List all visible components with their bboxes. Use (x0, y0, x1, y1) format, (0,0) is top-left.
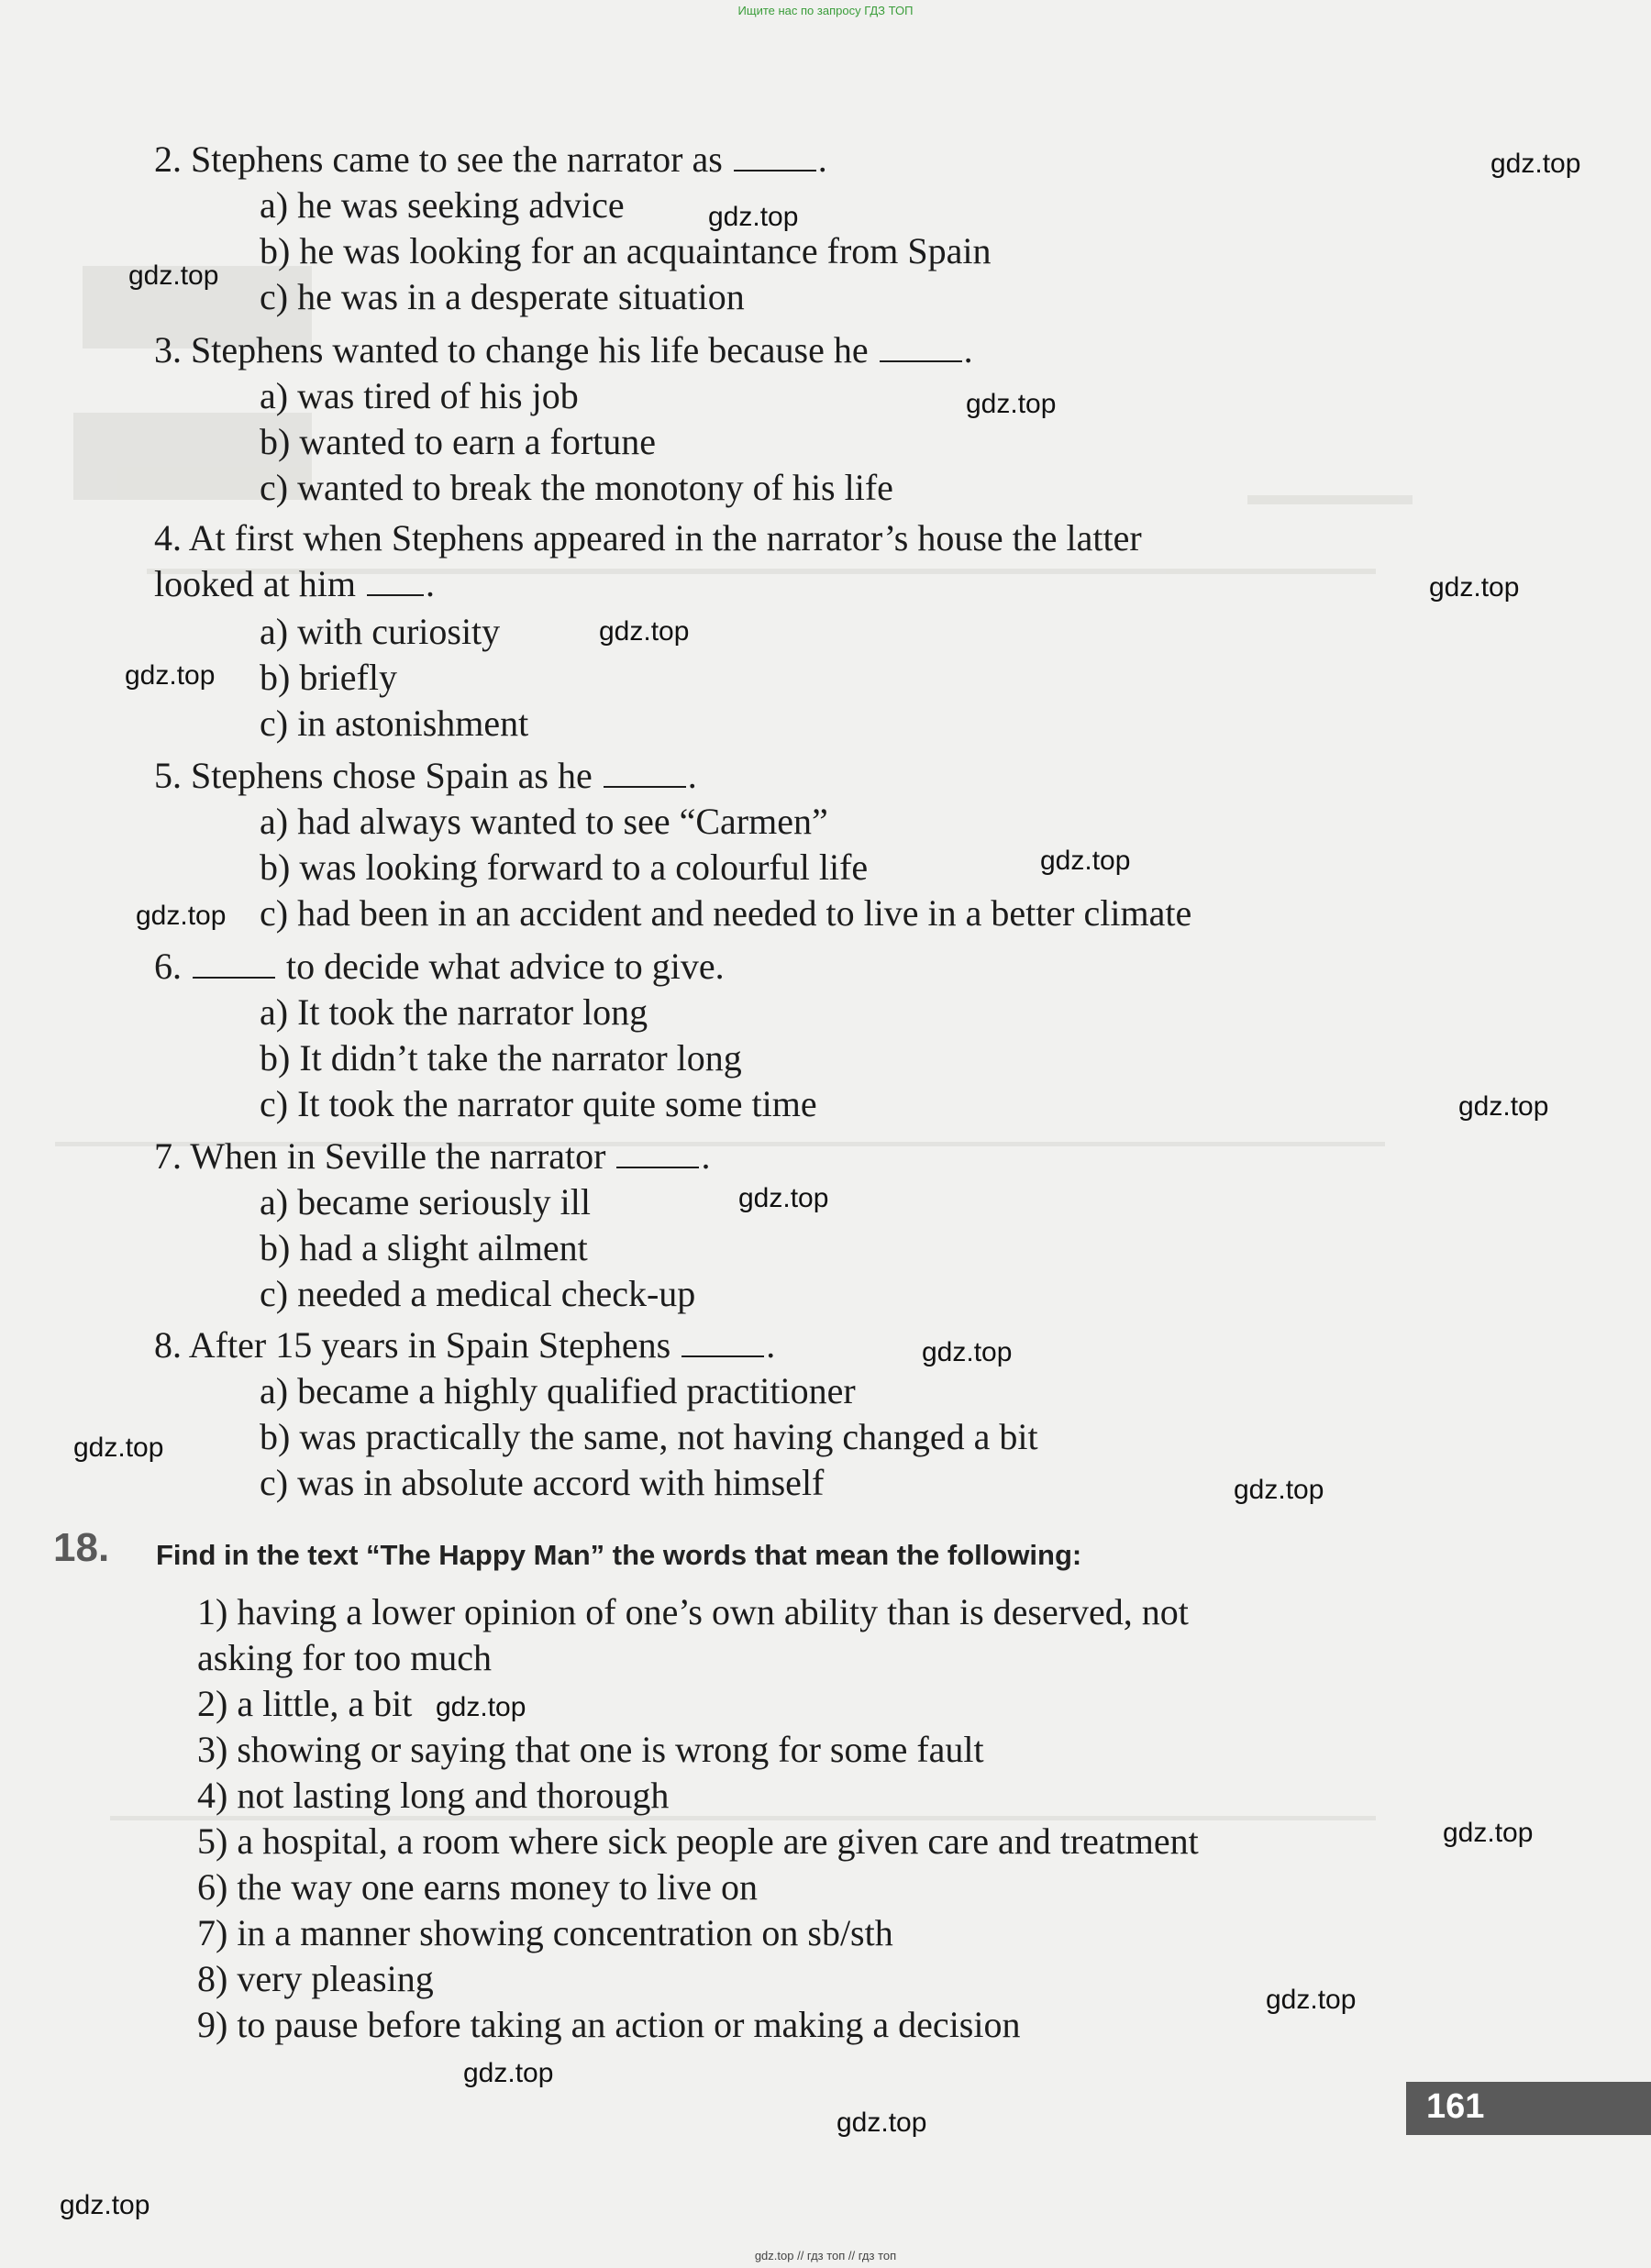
question-text: After 15 years in Spain Stephens (188, 1324, 671, 1366)
watermark: gdz.top (1040, 846, 1131, 876)
definition-5: 5) a hospital, a room where sick people are given care and treatment (197, 1820, 1199, 1862)
option-8b: b) was practically the same, not having changed a bit (260, 1416, 1038, 1457)
watermark: gdz.top (463, 2058, 554, 2088)
option-6c: c) It took the narrator quite some time (260, 1083, 817, 1124)
question-number: 3. (154, 329, 182, 371)
question-end: . (963, 329, 973, 371)
watermark: gdz.top (599, 616, 690, 647)
watermark: gdz.top (922, 1337, 1013, 1367)
option-2b: b) he was looking for an acquaintance from Spain (260, 230, 992, 271)
answer-blank (880, 333, 962, 362)
definition-1: 1) having a lower opinion of one’s own ability than is deserved, not (197, 1591, 1189, 1632)
watermark: gdz.top (837, 2108, 927, 2138)
watermark: gdz.top (1266, 1985, 1357, 2015)
question-text: At first when Stephens appeared in the narrator’s house the latter (188, 517, 1142, 559)
answer-blank (193, 949, 275, 979)
option-3c: c) wanted to break the monotony of his life (260, 467, 893, 508)
watermark: gdz.top (1490, 149, 1581, 179)
option-8c: c) was in absolute accord with himself (260, 1462, 825, 1503)
exercise-number: 18. (53, 1525, 110, 1570)
answer-blank (616, 1139, 699, 1168)
option-2c: c) he was in a desperate situation (260, 276, 745, 317)
question-2 (154, 138, 827, 181)
exercise-instruction: Find in the text “The Happy Man” the words that mean the following: (156, 1539, 1082, 1571)
option-7b: b) had a slight ailment (260, 1227, 588, 1268)
watermark: gdz.top (1458, 1091, 1549, 1122)
answer-blank (681, 1328, 764, 1357)
question-3 (154, 328, 973, 371)
watermark: gdz.top (1234, 1475, 1324, 1505)
page-number: 161 (1426, 2087, 1485, 2126)
option-4c: c) in astonishment (260, 703, 529, 744)
answer-blank (604, 758, 686, 788)
definition-2: 2) a little, a bit (197, 1683, 413, 1724)
option-3a: a) was tired of his job (260, 375, 579, 416)
question-number: 2. (154, 138, 182, 180)
definition-9: 9) to pause before taking an action or making a decision (197, 2004, 1021, 2045)
top-banner: Ищите нас по запросу ГДЗ ТОП (737, 4, 914, 17)
watermark: gdz.top (738, 1183, 829, 1213)
answer-blank (734, 142, 816, 171)
definition-8: 8) very pleasing (197, 1958, 434, 1999)
option-8a: a) became a highly qualified practitioner (260, 1370, 856, 1411)
question-7 (154, 1134, 710, 1178)
watermark: gdz.top (436, 1692, 526, 1722)
answer-blank (367, 567, 424, 596)
watermark: gdz.top (1429, 572, 1520, 603)
question-number: 7. (154, 1135, 182, 1177)
question-end: . (425, 563, 435, 604)
definition-6: 6) the way one earns money to live on (197, 1866, 758, 1908)
question-text: Stephens chose Spain as he (191, 755, 593, 796)
question-4-line-2 (154, 562, 435, 605)
question-5 (154, 754, 697, 797)
watermark: gdz.top (73, 1433, 164, 1463)
bottom-banner: gdz.top // гдз топ // гдз топ (754, 2249, 897, 2262)
question-number: 8. (154, 1324, 182, 1366)
question-text: looked at him (154, 563, 356, 604)
watermark: gdz.top (136, 901, 227, 931)
option-7a: a) became seriously ill (260, 1181, 591, 1223)
option-2a: a) he was seeking advice (260, 184, 625, 226)
question-text: When in Seville the narrator (190, 1135, 606, 1177)
option-5c: c) had been in an accident and needed to live in a better climate (260, 892, 1192, 934)
watermark: gdz.top (966, 389, 1057, 419)
definition-1-cont: asking for too much (197, 1637, 493, 1678)
watermark: gdz.top (60, 2190, 150, 2220)
option-6b: b) It didn’t take the narrator long (260, 1037, 742, 1079)
option-4b: b) briefly (260, 657, 397, 698)
question-end: . (687, 755, 697, 796)
option-5b: b) was looking forward to a colourful life (260, 846, 869, 888)
question-text: to decide what advice to give. (286, 946, 725, 987)
question-number: 4. (154, 517, 182, 559)
question-number: 5. (154, 755, 182, 796)
question-text: Stephens came to see the narrator as (191, 138, 723, 180)
page-number-badge (1406, 2082, 1651, 2135)
option-3b: b) wanted to earn a fortune (260, 421, 657, 462)
watermark: gdz.top (1443, 1818, 1534, 1848)
question-4 (154, 516, 1142, 559)
watermark: gdz.top (708, 202, 799, 232)
question-number: 6. (154, 946, 182, 987)
question-6 (154, 945, 725, 988)
question-end: . (766, 1324, 776, 1366)
question-end: . (701, 1135, 711, 1177)
watermark: gdz.top (125, 660, 216, 691)
definition-4: 4) not lasting long and thorough (197, 1775, 670, 1816)
question-text: Stephens wanted to change his life because he (191, 329, 869, 371)
option-6a: a) It took the narrator long (260, 991, 648, 1033)
option-5a: a) had always wanted to see “Carmen” (260, 801, 828, 842)
watermark: gdz.top (128, 260, 219, 291)
option-4a: a) with curiosity (260, 611, 501, 652)
option-7c: c) needed a medical check-up (260, 1273, 696, 1314)
definition-7: 7) in a manner showing concentration on sb/sth (197, 1912, 893, 1953)
question-end: . (817, 138, 827, 180)
question-8 (154, 1323, 775, 1366)
definition-3: 3) showing or saying that one is wrong for some fault (197, 1729, 984, 1770)
